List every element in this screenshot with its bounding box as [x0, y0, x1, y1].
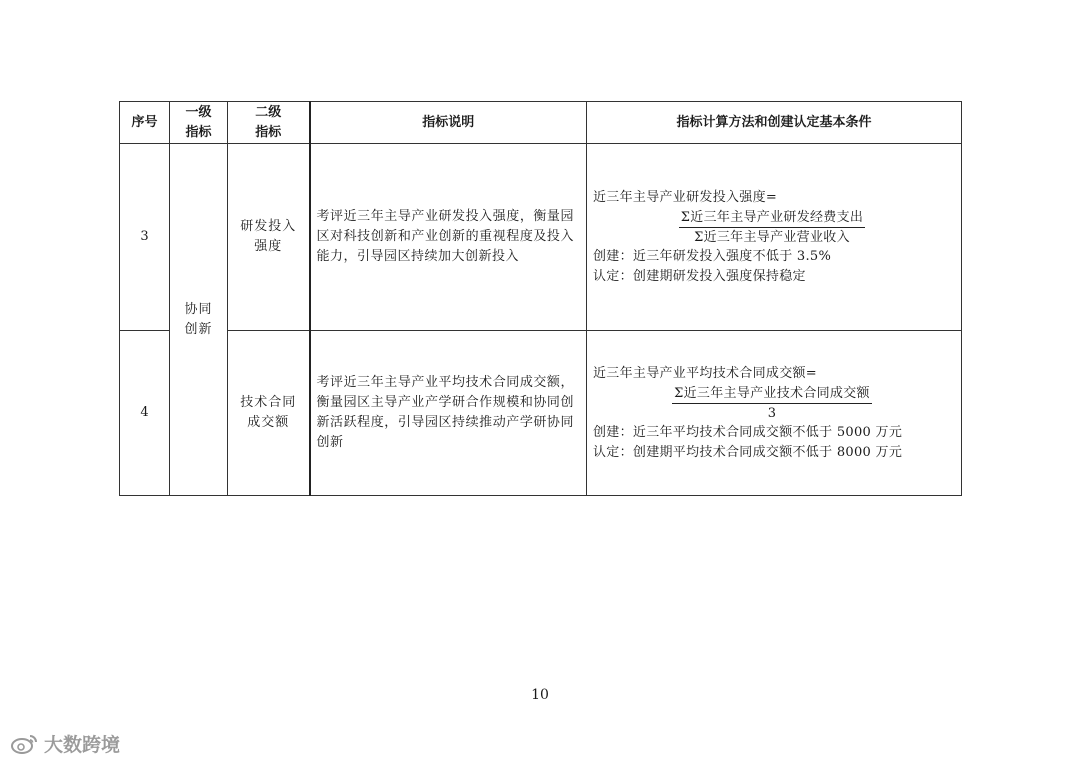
certify-condition: 认定：创建期平均技术合同成交额不低于 8000 万元 — [593, 444, 903, 460]
row-seq: 4 — [120, 331, 170, 496]
formula-numerator: Σ近三年主导产业技术合同成交额 — [672, 384, 872, 404]
formula-numerator: Σ近三年主导产业研发经费支出 — [679, 208, 865, 228]
header-level1 — [170, 102, 228, 144]
header-level2 — [228, 102, 310, 144]
method-cell — [587, 144, 962, 331]
table-header-row — [120, 102, 962, 144]
formula-fraction — [593, 384, 951, 423]
create-condition: 创建：近三年平均技术合同成交额不低于 5000 万元 — [593, 424, 903, 440]
header-level1-line1: 一级 — [185, 104, 212, 120]
formula-label: 近三年主导产业研发投入强度= — [593, 189, 778, 205]
watermark — [10, 730, 120, 757]
indicator-table — [119, 101, 962, 496]
row-seq: 3 — [120, 144, 170, 331]
watermark-text: 大数跨境 — [44, 734, 121, 756]
indicator-cell — [228, 331, 310, 496]
weibo-logo-icon — [10, 733, 40, 755]
indicator-cell — [228, 144, 310, 331]
group-cell — [170, 144, 228, 496]
indicator-table-container — [119, 101, 961, 495]
description-cell: 考评近三年主导产业研发投入强度，衡量园区对科技创新和产业创新的重视程度及投入能力，引导园区持续加大创新投入 — [310, 144, 587, 331]
formula-denominator: 3 — [767, 405, 777, 421]
description-cell: 考评近三年主导产业平均技术合同成交额，衡量园区主导产业产学研合作规模和协同创新活跃程度，引导园区持续推动产学研协同创新 — [310, 331, 587, 496]
indicator-line1: 技术合同 — [240, 395, 297, 410]
formula-label: 近三年主导产业平均技术合同成交额= — [593, 365, 817, 381]
header-level1-line2: 指标 — [185, 124, 212, 140]
table-row — [120, 331, 962, 496]
method-cell — [587, 331, 962, 496]
page-number: 10 — [531, 687, 549, 703]
indicator-line1: 研发投入 — [240, 219, 297, 234]
group-line1: 协同 — [184, 301, 213, 317]
indicator-line2: 成交额 — [247, 415, 290, 430]
create-condition: 创建：近三年研发投入强度不低于 3.5% — [593, 248, 832, 264]
header-level2-line1: 二级 — [255, 104, 282, 120]
header-description: 指标说明 — [310, 102, 587, 144]
formula-denominator: Σ近三年主导产业营业收入 — [694, 229, 850, 245]
formula-fraction — [593, 208, 951, 247]
header-method: 指标计算方法和创建认定基本条件 — [587, 102, 962, 144]
certify-condition: 认定：创建期研发投入强度保持稳定 — [593, 268, 806, 284]
header-seq: 序号 — [120, 102, 170, 144]
header-level2-line2: 指标 — [255, 124, 282, 140]
group-line2: 创新 — [184, 321, 213, 337]
table-row — [120, 144, 962, 331]
indicator-line2: 强度 — [254, 239, 283, 254]
